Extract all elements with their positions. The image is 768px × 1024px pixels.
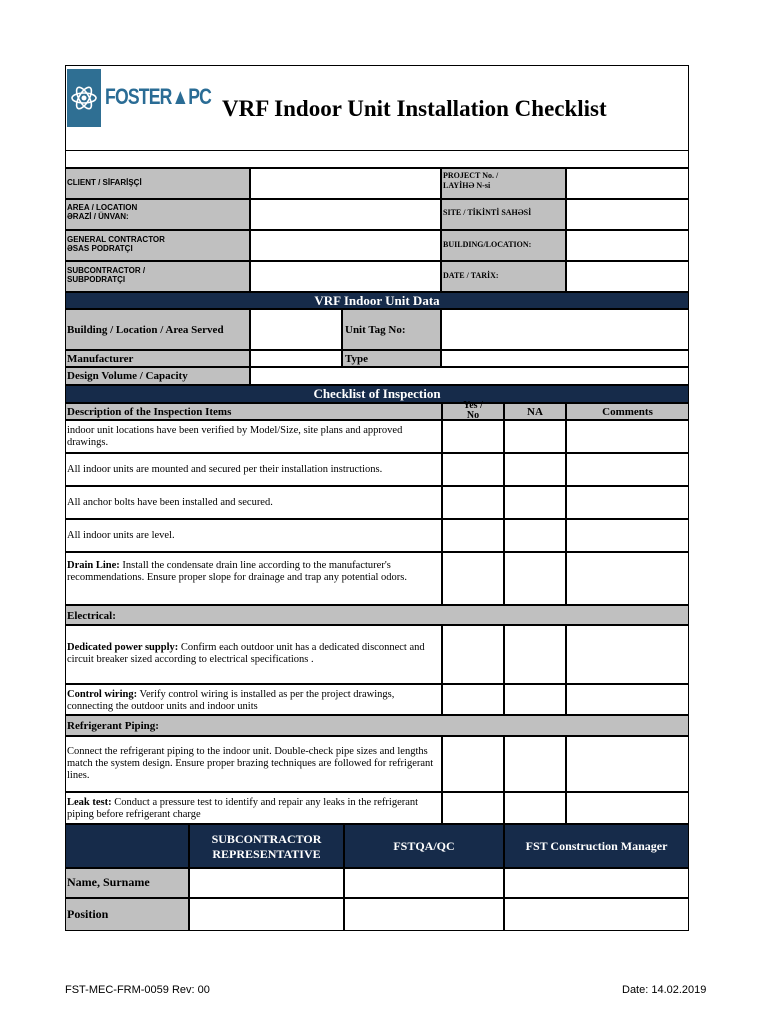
- sub-rep-header: [189, 824, 344, 868]
- gc-label-1: GENERAL CONTRACTOR: [67, 235, 165, 244]
- item-1-text: indoor unit locations have been verified by Model/Size, site plans and approved drawings.: [67, 425, 403, 448]
- fstqa-position-field[interactable]: [344, 898, 504, 931]
- manufacturer-label: Manufacturer: [67, 353, 134, 365]
- item-8-comments[interactable]: [566, 736, 689, 792]
- building-label-cell: [441, 230, 566, 261]
- fstqa-header: [344, 824, 504, 868]
- type-field[interactable]: [441, 350, 689, 367]
- sub-field[interactable]: [250, 261, 441, 292]
- fst-cm-position-field[interactable]: [504, 898, 689, 931]
- item-8-na[interactable]: [504, 736, 566, 792]
- item-6-na[interactable]: [504, 625, 566, 684]
- item-9-desc: Conduct a pressure test to identify and repair any leaks in the refrigerant piping before refrigerant charge: [67, 797, 419, 821]
- date-label: DATE / TARİX:: [443, 271, 499, 280]
- manufacturer-field[interactable]: [250, 350, 342, 367]
- item-6-yesno[interactable]: [442, 625, 504, 684]
- item-9-bold: Leak test:: [67, 797, 112, 808]
- logo-emblem-icon: [67, 69, 101, 127]
- unit-data-title: VRF Indoor Unit Data: [314, 293, 440, 308]
- item-3-yesno[interactable]: [442, 486, 504, 519]
- col-na-label: NA: [527, 406, 543, 418]
- form-number: FST-MEC-FRM-0059 Rev: 00: [65, 984, 210, 996]
- col-desc-cell: [65, 403, 442, 420]
- item-7-desc: Verify control wiring is installed as per the project drawings, connecting the outdoor units and indoor units: [67, 689, 395, 713]
- checklist-title: Checklist of Inspection: [313, 386, 441, 401]
- item-2-na[interactable]: [504, 453, 566, 486]
- fstqa-name-field[interactable]: [344, 868, 504, 898]
- item-row-7: [65, 684, 442, 715]
- item-7-na[interactable]: [504, 684, 566, 715]
- unit-tag-cell: [342, 309, 441, 350]
- col-na-cell: [504, 403, 566, 420]
- item-row-6: [65, 625, 442, 684]
- fst-cm-header: [504, 824, 689, 868]
- sub-rep-position-field[interactable]: [189, 898, 344, 931]
- unit-tag-field[interactable]: [441, 309, 689, 350]
- item-3-comments[interactable]: [566, 486, 689, 519]
- page-title: VRF Indoor Unit Installation Checklist: [222, 96, 607, 121]
- fst-cm-label: FST Construction Manager: [525, 839, 668, 853]
- sub-label-2: SUBPODRATÇI: [67, 275, 126, 284]
- item-6-bold: Dedicated power supply:: [67, 642, 179, 653]
- checklist-header: [65, 385, 689, 403]
- item-5-bold: Drain Line:: [67, 560, 120, 571]
- fst-cm-name-field[interactable]: [504, 868, 689, 898]
- item-6-text: [67, 642, 439, 666]
- item-7-text: [67, 689, 439, 713]
- electrical-label: Electrical:: [67, 610, 116, 622]
- item-6-desc: Confirm each outdoor unit has a dedicated disconnect and circuit breaker sized according to electrical specifications .: [67, 642, 425, 666]
- item-2-yesno[interactable]: [442, 453, 504, 486]
- electrical-header: [65, 605, 689, 625]
- item-9-comments[interactable]: [566, 792, 689, 824]
- item-row-3: [65, 486, 442, 519]
- col-comments-cell: [566, 403, 689, 420]
- item-7-bold: Control wiring:: [67, 689, 138, 700]
- building-label: BUILDING/LOCATION:: [443, 240, 532, 249]
- unit-tag-label: Unit Tag No:: [345, 324, 406, 336]
- item-5-na[interactable]: [504, 552, 566, 605]
- building-field[interactable]: [566, 230, 689, 261]
- spacer-row: [65, 150, 689, 168]
- name-label: Name, Surname: [67, 875, 150, 889]
- col-desc-label: Description of the Inspection Items: [67, 406, 232, 418]
- gc-label-cell: [65, 230, 250, 261]
- project-field[interactable]: [566, 168, 689, 199]
- col-yesno-label-2: No: [466, 410, 480, 421]
- item-4-yesno[interactable]: [442, 519, 504, 552]
- sub-label-cell: [65, 261, 250, 292]
- signoff-corner: [65, 824, 189, 868]
- col-yesno-label-1: Yes /: [463, 400, 483, 411]
- item-row-8: [65, 736, 442, 792]
- item-9-na[interactable]: [504, 792, 566, 824]
- col-comments-label: Comments: [602, 406, 653, 418]
- item-3-na[interactable]: [504, 486, 566, 519]
- item-8-text: Connect the refrigerant piping to the indoor unit. Double-check pipe sizes and lengths match the system design. Ensure proper brazing techniques are followed for refrigerant lines.: [67, 746, 434, 782]
- item-4-na[interactable]: [504, 519, 566, 552]
- project-label-cell: [441, 168, 566, 199]
- item-3-text: All anchor bolts have been installed and secured.: [67, 497, 273, 508]
- item-2-text: All indoor units are mounted and secured per their installation instructions.: [67, 464, 383, 475]
- site-label-cell: [441, 199, 566, 230]
- item-6-comments[interactable]: [566, 625, 689, 684]
- unit-data-header: [65, 292, 689, 309]
- item-1-na[interactable]: [504, 420, 566, 453]
- item-1-comments[interactable]: [566, 420, 689, 453]
- item-row-2: [65, 453, 442, 486]
- client-label-cell: [65, 168, 250, 199]
- item-row-1: [65, 420, 442, 453]
- area-label-2: ƏRAZİ / ÜNVAN:: [67, 212, 129, 221]
- refrigerant-header: [65, 715, 689, 736]
- project-label-2: LAYİHƏ N-si: [443, 181, 491, 190]
- building-served-field[interactable]: [250, 309, 342, 350]
- design-volume-field[interactable]: [250, 367, 689, 385]
- col-yesno-cell: [442, 400, 504, 421]
- item-8-yesno[interactable]: [442, 736, 504, 792]
- gc-field[interactable]: [250, 230, 441, 261]
- item-2-comments[interactable]: [566, 453, 689, 486]
- refrigerant-label: Refrigerant Piping:: [67, 720, 159, 732]
- fstqa-label: FSTQA/QC: [393, 839, 455, 853]
- item-9-text: [67, 797, 439, 821]
- item-5-desc: Install the condensate drain line according to the manufacturer's recommendations. Ensure proper slope for drainage and trap any potential odors.: [67, 560, 407, 584]
- sub-rep-name-field[interactable]: [189, 868, 344, 898]
- manufacturer-cell: [65, 350, 250, 367]
- item-5-yesno[interactable]: [442, 552, 504, 605]
- type-label: Type: [345, 353, 369, 365]
- sub-rep-label: SUBCONTRACTOR REPRESENTATIVE: [211, 832, 322, 861]
- date-field[interactable]: [566, 261, 689, 292]
- form-date: Date: 14.02.2019: [622, 984, 707, 996]
- item-1-yesno[interactable]: [442, 420, 504, 453]
- client-field[interactable]: [250, 168, 441, 199]
- site-field[interactable]: [566, 199, 689, 230]
- position-label-cell: [65, 898, 189, 931]
- type-cell: [342, 350, 441, 367]
- item-5-text: [67, 560, 439, 584]
- item-7-comments[interactable]: [566, 684, 689, 715]
- design-volume-cell: [65, 367, 250, 385]
- sub-label-1: SUBCONTRACTOR /: [67, 266, 146, 275]
- item-5-comments[interactable]: [566, 552, 689, 605]
- logo-text: FOSTER▲PC: [105, 84, 212, 109]
- gc-label-2: ƏSAS PODRATÇI: [67, 244, 133, 253]
- item-7-yesno[interactable]: [442, 684, 504, 715]
- date-label-cell: [441, 261, 566, 292]
- site-label: SITE / TİKİNTİ SAHƏSİ: [443, 208, 532, 217]
- name-label-cell: [65, 868, 189, 898]
- building-served-label: Building / Location / Area Served: [67, 324, 224, 336]
- item-4-text: All indoor units are level.: [67, 530, 175, 541]
- position-label: Position: [67, 907, 109, 921]
- area-field[interactable]: [250, 199, 441, 230]
- item-4-comments[interactable]: [566, 519, 689, 552]
- client-label: CLIENT / SİFARİŞÇİ: [67, 178, 142, 187]
- building-served-cell: [65, 309, 250, 350]
- item-row-4: [65, 519, 442, 552]
- item-row-5: [65, 552, 442, 605]
- area-label-1: AREA / LOCATION: [67, 203, 138, 212]
- design-volume-label: Design Volume / Capacity: [67, 370, 188, 382]
- item-9-yesno[interactable]: [442, 792, 504, 824]
- item-row-9: [65, 792, 442, 824]
- project-label-1: PROJECT No. /: [443, 171, 499, 180]
- area-label-cell: [65, 199, 250, 230]
